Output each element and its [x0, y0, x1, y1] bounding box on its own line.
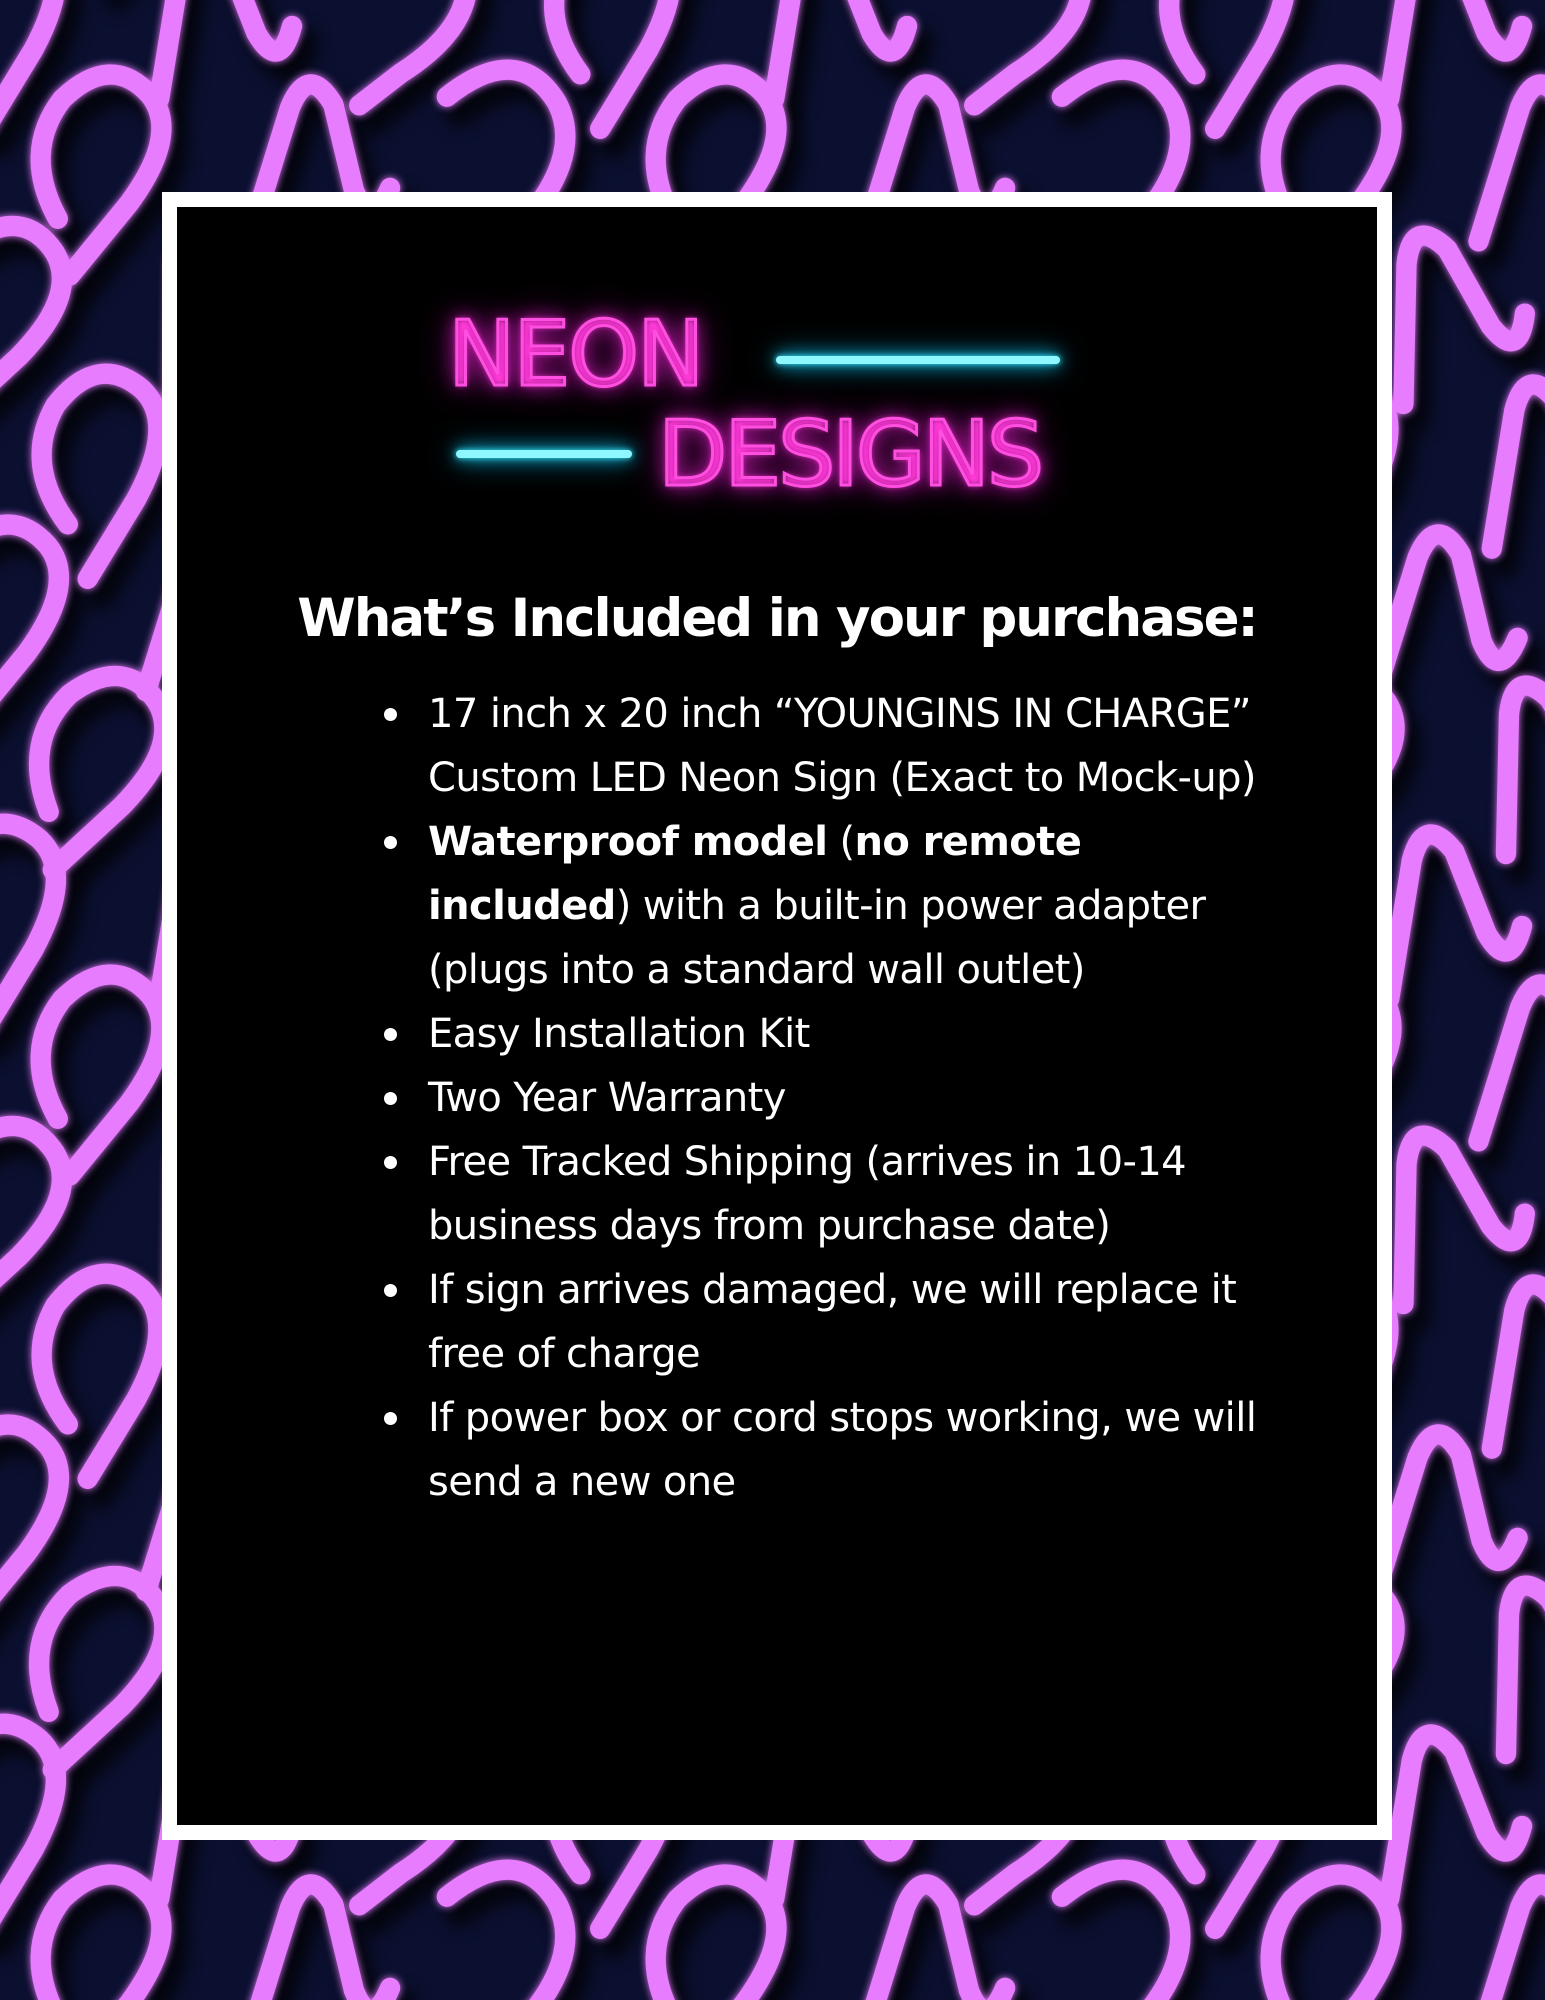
item-text: Easy Installation Kit: [428, 1011, 810, 1057]
logo-bottom-cyan-bar: [456, 450, 632, 458]
bullet-dot: [384, 1028, 397, 1041]
bullet-dot: [384, 1092, 397, 1105]
logo-neon-text: NEON: [448, 302, 703, 407]
item-text: If sign arrives damaged, we will replace it free of charge: [428, 1267, 1237, 1377]
list-item: [428, 1386, 1268, 1514]
bold-text: no remote included: [428, 819, 1082, 929]
included-items-list: [428, 682, 1268, 1514]
bullet-dot: [384, 1156, 397, 1169]
page-heading: What’s Included in your purchase:: [297, 588, 1257, 649]
list-item: [428, 1002, 1268, 1066]
neon-designs-logo: [440, 300, 1100, 510]
bold-text: Waterproof model: [428, 819, 828, 865]
list-item: [428, 1066, 1268, 1130]
bullet-dot: [384, 836, 397, 849]
logo-top-cyan-bar: [776, 356, 1060, 364]
list-item: [428, 810, 1268, 1002]
item-text: If power box or cord stops working, we will send a new one: [428, 1395, 1257, 1505]
list-item: [428, 682, 1268, 810]
item-text: 17 inch x 20 inch “YOUNGINS IN CHARGE” Custom LED Neon Sign (Exact to Mock-up): [428, 691, 1256, 801]
item-text: (: [827, 819, 855, 865]
list-item: [428, 1130, 1268, 1258]
list-item: [428, 1258, 1268, 1386]
item-text: ) with a built-in power adapter: [615, 883, 1206, 929]
item-text: Free Tracked Shipping (arrives in 10-14 business days from purchase date): [428, 1139, 1187, 1249]
bullet-dot: [384, 708, 397, 721]
bullet-dot: [384, 1412, 397, 1425]
bullet-dot: [384, 1284, 397, 1297]
item-text: Two Year Warranty: [428, 1075, 786, 1121]
item-text: (plugs into a standard wall outlet): [428, 947, 1085, 993]
logo-designs-text: DESIGNS: [658, 402, 1042, 507]
